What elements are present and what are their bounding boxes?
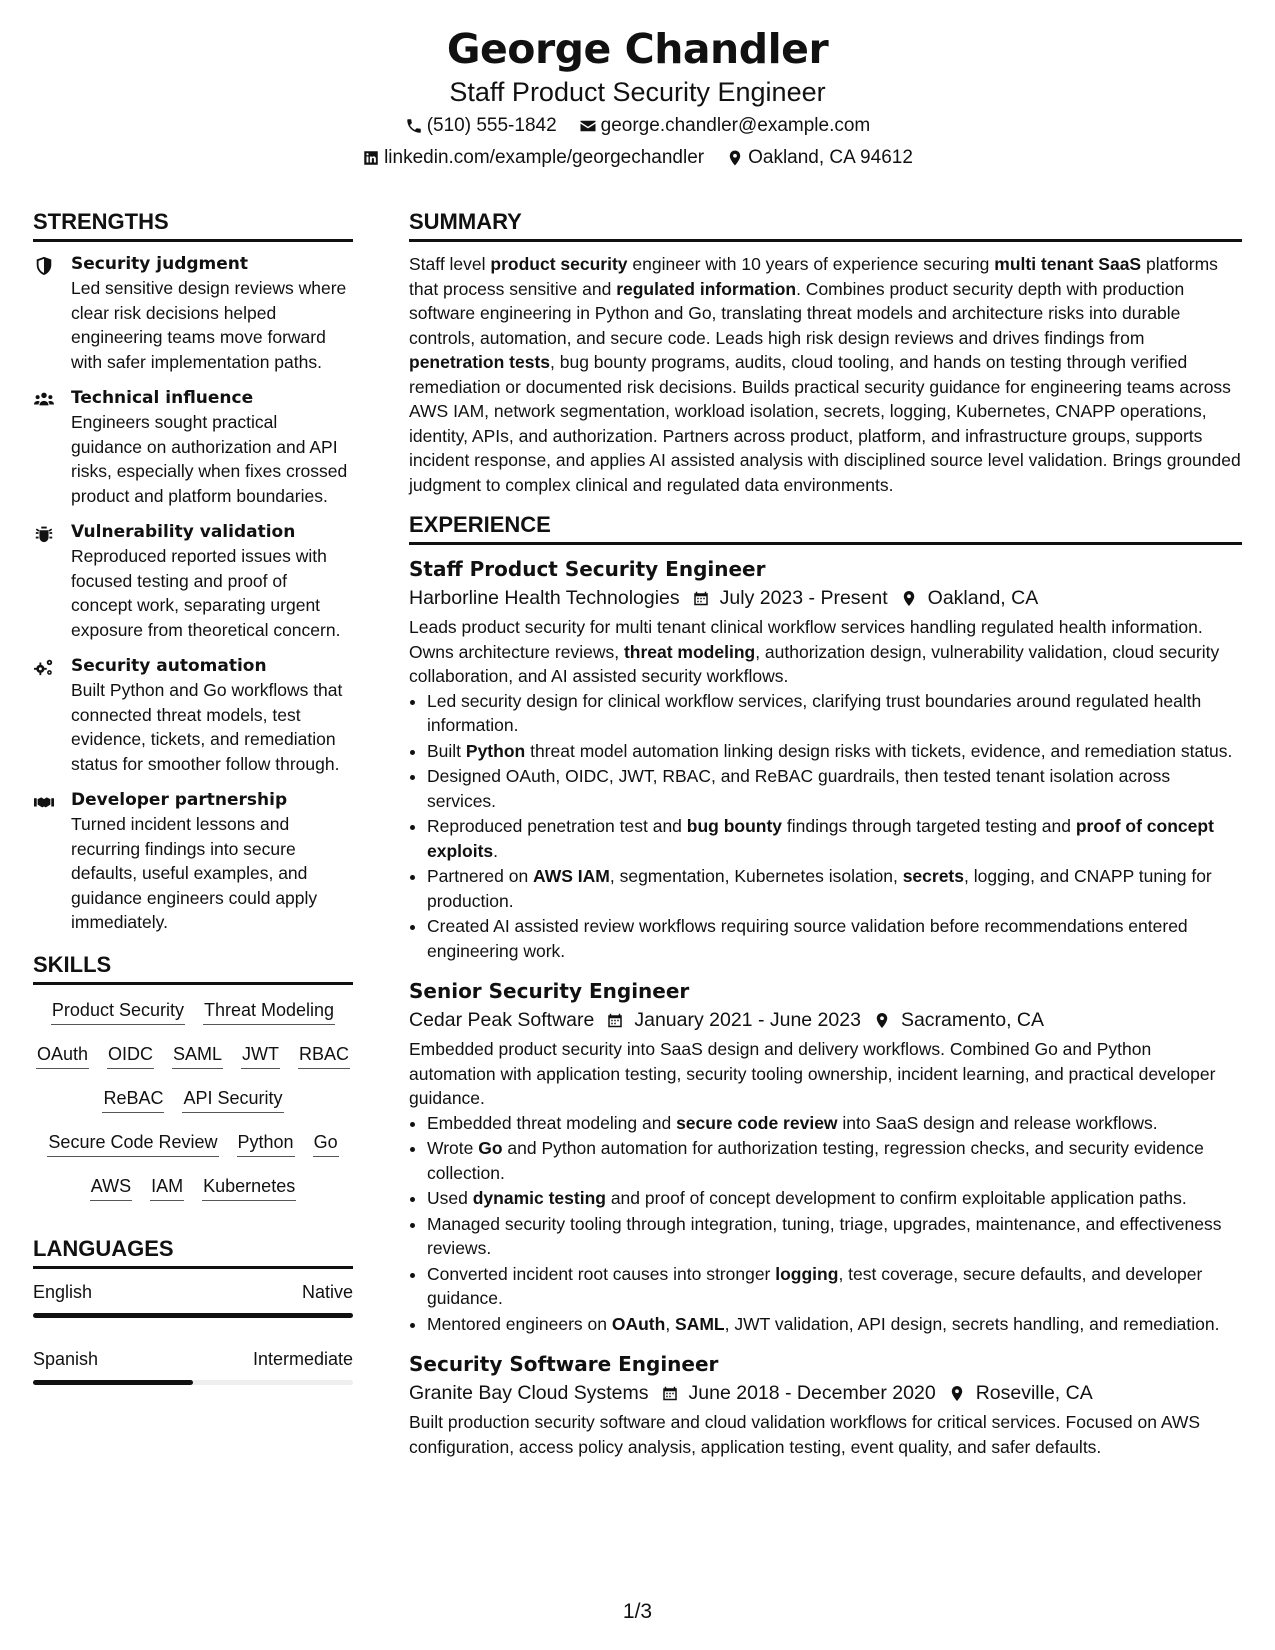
strength-title: Security judgment: [71, 254, 249, 274]
location-contact: [726, 142, 913, 174]
bold-term: logging: [775, 1263, 839, 1284]
left-column: [33, 208, 353, 1413]
list-item: • Embedded threat modeling and secure code review into SaaS design and release workflows.: [427, 1111, 1242, 1136]
job-location-text: Roseville, CA: [975, 1382, 1093, 1404]
strength-item: [33, 654, 353, 776]
list-item: • Reproduced penetration test and bug bounty findings through targeted testing and proof of concept exploits.: [427, 814, 1242, 863]
page-number: 1/3: [622, 1600, 653, 1623]
strengths-heading: STRENGTHS: [33, 208, 353, 242]
skill-tag: OIDC: [107, 1043, 154, 1069]
gears-icon: [33, 657, 55, 677]
company-name: Harborline Health Technologies: [409, 587, 680, 609]
linkedin-contact[interactable]: [362, 142, 704, 174]
company-name: Cedar Peak Software: [409, 1009, 595, 1031]
strength-description: Turned incident lessons and recurring findings into secure defaults, useful examples, and guidance engineers could apply immediately.: [71, 814, 318, 932]
skill-tag: OAuth: [36, 1043, 89, 1069]
list-item: • Managed security tooling through integration, tuning, triage, upgrades, maintenance, and effectiveness reviews.: [427, 1212, 1242, 1261]
job-summary: Embedded product security into SaaS design and delivery workflows. Combined Go and Python automation with application testing, security tooling ownership, incident learning, and practical developer guidance.: [409, 1039, 1216, 1108]
calendar-icon: [692, 589, 710, 608]
skills-heading: SKILLS: [33, 951, 353, 985]
job-dates-text: June 2018 - December 2020: [688, 1382, 936, 1404]
bold-term: secrets: [902, 866, 964, 886]
proficiency-bar: [33, 1313, 353, 1318]
job-location: [873, 1005, 1044, 1035]
bold-term: proof of concept exploits: [427, 816, 1214, 861]
skill-tag: IAM: [150, 1175, 184, 1201]
bold-term: Go: [478, 1138, 503, 1158]
email-text: george.chandler@example.com: [600, 115, 871, 136]
language-name: Spanish: [33, 1348, 99, 1369]
list-item: • Converted incident root causes into stronger logging, test coverage, secure defaults, and developer guidance.: [427, 1262, 1242, 1311]
candidate-name: George Chandler: [446, 25, 829, 73]
language-name: English: [33, 1281, 93, 1302]
job-entry: [409, 555, 1242, 963]
right-column: [409, 208, 1242, 1459]
job-title: Security Software Engineer: [409, 1352, 719, 1376]
strength-description: Led sensitive design reviews where clear risk decisions helped engineering teams move forward with safer implementation paths.: [71, 278, 347, 372]
map-pin-icon: [873, 1011, 891, 1030]
strength-title: Security automation: [71, 656, 267, 676]
skill-row: [35, 1175, 351, 1201]
map-pin-icon: [948, 1384, 966, 1403]
language-level: Intermediate: [252, 1348, 353, 1369]
job-meta: [409, 1005, 1242, 1035]
strength-description: Built Python and Go workflows that connected threat models, test evidence, tickets, and remediation status for smoother follow through.: [71, 680, 343, 774]
skill-tag: Secure Code Review: [47, 1131, 218, 1157]
strength-icon-wrap: [33, 252, 59, 374]
strength-description: Engineers sought practical guidance on authorization and API risks, especially when fixes crossed product and platform boundaries.: [71, 412, 348, 506]
job-title: Staff Product Security Engineer: [409, 557, 766, 581]
skills-list: [33, 999, 353, 1201]
strength-body: [71, 252, 353, 374]
skill-tag: Python: [237, 1131, 295, 1157]
proficiency-bar-fill: [33, 1313, 353, 1318]
proficiency-bar: [33, 1380, 353, 1385]
summary-heading: SUMMARY: [409, 208, 1242, 242]
skill-tag: Threat Modeling: [203, 999, 335, 1025]
language-item: [33, 1346, 353, 1385]
company-name: Granite Bay Cloud Systems: [409, 1382, 649, 1404]
map-pin-icon: [726, 149, 744, 167]
bold-term: product security: [490, 254, 628, 274]
strength-icon-wrap: [33, 520, 59, 642]
job-entry: [409, 977, 1242, 1336]
skill-row: [35, 999, 351, 1025]
job-title: Senior Security Engineer: [409, 979, 690, 1003]
strengths-list: [33, 252, 353, 935]
list-item: • Led security design for clinical workflow services, clarifying trust boundaries around regulated health information.: [427, 689, 1242, 738]
job-dates: [606, 1005, 861, 1035]
bold-term: SAML: [675, 1313, 725, 1334]
shield-icon: [33, 255, 55, 275]
bold-term: penetration tests: [409, 352, 550, 372]
list-item: • Partnered on AWS IAM, segmentation, Kubernetes isolation, secrets, logging, and CNAPP tuning for production.: [427, 864, 1242, 913]
map-pin-icon: [900, 589, 918, 608]
skill-tag: AWS: [90, 1175, 132, 1201]
job-dates-text: January 2021 - June 2023: [634, 1009, 861, 1031]
bold-term: regulated information: [616, 278, 797, 299]
languages-heading: LANGUAGES: [33, 1235, 353, 1269]
bold-term: dynamic testing: [472, 1188, 606, 1208]
list-item: • Mentored engineers on OAuth, SAML, JWT validation, API design, secrets handling, and remediation.: [427, 1312, 1242, 1337]
job-location-text: Sacramento, CA: [900, 1009, 1045, 1031]
strength-item: [33, 520, 353, 642]
strength-body: [71, 520, 353, 642]
bug-icon: [33, 523, 55, 543]
list-item: • Designed OAuth, OIDC, JWT, RBAC, and ReBAC guardrails, then tested tenant isolation across services.: [427, 764, 1242, 813]
contact-row: [0, 110, 1275, 142]
strength-title: Technical influence: [71, 388, 254, 408]
job-dates-text: July 2023 - Present: [719, 587, 888, 609]
job-bullets: [409, 1111, 1242, 1337]
skill-tag: Product Security: [51, 999, 185, 1025]
phone-contact[interactable]: [405, 110, 557, 142]
skill-tag: API Security: [182, 1087, 283, 1113]
bold-term: OAuth: [611, 1313, 666, 1334]
job-location: [900, 583, 1039, 613]
experience-heading: EXPERIENCE: [409, 511, 1242, 545]
handshake-icon: [33, 791, 55, 811]
proficiency-bar-fill: [33, 1380, 193, 1385]
job-dates: [692, 583, 888, 613]
location-text: Oakland, CA 94612: [748, 147, 913, 168]
skill-tag: SAML: [172, 1043, 223, 1069]
skill-tag: Kubernetes: [202, 1175, 296, 1201]
list-item: • Created AI assisted review workflows requiring source validation before recommendations entered engineering work.: [427, 914, 1242, 963]
experience-list: [409, 555, 1242, 1459]
bold-term: secure code review: [676, 1112, 838, 1133]
bold-term: AWS IAM: [533, 866, 610, 886]
calendar-icon: [606, 1011, 624, 1030]
strength-icon-wrap: [33, 654, 59, 776]
strength-description: Reproduced reported issues with focused testing and proof of concept work, separating urgent exposure from theoretical concern.: [71, 546, 341, 640]
skill-tag: JWT: [241, 1043, 280, 1069]
list-item: • Wrote Go and Python automation for authorization testing, regression checks, and security evidence collection.: [427, 1136, 1242, 1185]
list-item: • Built Python threat model automation linking design risks with tickets, evidence, and remediation status.: [427, 739, 1242, 764]
calendar-icon: [661, 1384, 679, 1403]
bold-term: Python: [465, 740, 526, 761]
phone-text: (510) 555-1842: [426, 115, 557, 136]
strength-body: [71, 386, 353, 508]
language-level: Native: [301, 1281, 353, 1302]
job-meta: [409, 583, 1242, 613]
list-item: • Used dynamic testing and proof of concept development to confirm exploitable application paths.: [427, 1186, 1242, 1211]
job-dates: [661, 1378, 936, 1408]
languages-list: [33, 1279, 353, 1385]
skill-tag: ReBAC: [102, 1087, 164, 1113]
strength-item: [33, 252, 353, 374]
candidate-title: Staff Product Security Engineer: [449, 77, 826, 107]
strength-body: [71, 788, 353, 935]
skill-tag: RBAC: [298, 1043, 350, 1069]
email-contact[interactable]: [579, 110, 871, 142]
job-entry: [409, 1350, 1242, 1459]
job-location: [948, 1378, 1093, 1408]
skill-row: [35, 1131, 351, 1157]
skill-row: [35, 1087, 351, 1113]
skill-row: [35, 1043, 351, 1069]
strength-item: [33, 788, 353, 935]
linkedin-icon: [362, 149, 380, 167]
job-bullets: [409, 689, 1242, 964]
contact-row: [0, 142, 1275, 174]
skill-tag: Go: [313, 1131, 339, 1157]
job-meta: [409, 1378, 1242, 1408]
language-row: [33, 1279, 353, 1305]
resume-header: [0, 24, 1275, 174]
bold-term: bug bounty: [686, 816, 783, 836]
strength-title: Developer partnership: [71, 790, 288, 810]
job-summary: Leads product security for multi tenant clinical workflow services handling regulated health information. Owns architecture reviews, threat modeling, authorization design, vulnerability validation, cloud security collaboration, and AI assisted security workflows.: [409, 617, 1220, 686]
language-row: [33, 1346, 353, 1372]
linkedin-text: linkedin.com/example/georgechandler: [384, 147, 705, 168]
envelope-icon: [579, 117, 597, 135]
strength-icon-wrap: [33, 386, 59, 508]
strength-title: Vulnerability validation: [71, 522, 296, 542]
phone-icon: [405, 117, 423, 135]
job-location-text: Oakland, CA: [927, 587, 1039, 609]
summary-text: Staff level product security engineer with 10 years of experience securing multi tenant SaaS platforms that process sensitive and regulated information. Combines product security depth with production software engineering in Python and Go, translating threat models and architecture risks into durable controls, automation, and secure code. Leads high risk design reviews and drives findings from penetration tests, bug bounty programs, audits, cloud tooling, and hands on testing through verified remediation or documented risk decisions. Builds practical security guidance for engineering teams across AWS IAM, network segmentation, workload isolation, secrets, logging, Kubernetes, CNAPP operations, identity, APIs, and authorization. Partners across product, platform, and infrastructure groups, supports incident response, and applies AI assisted analysis with disciplined source level validation. Brings grounded judgment to complex clinical and regulated data environments.: [409, 254, 1241, 495]
strength-item: [33, 386, 353, 508]
users-icon: [33, 389, 55, 409]
bold-term: multi tenant SaaS: [994, 254, 1142, 274]
job-summary: Built production security software and cloud validation workflows for critical services. Focused on AWS configuration, access policy analysis, application testing, event quality, and safer defaults.: [409, 1412, 1201, 1457]
bold-term: threat modeling: [623, 641, 756, 662]
strength-icon-wrap: [33, 788, 59, 935]
strength-body: [71, 654, 353, 776]
language-item: [33, 1279, 353, 1318]
